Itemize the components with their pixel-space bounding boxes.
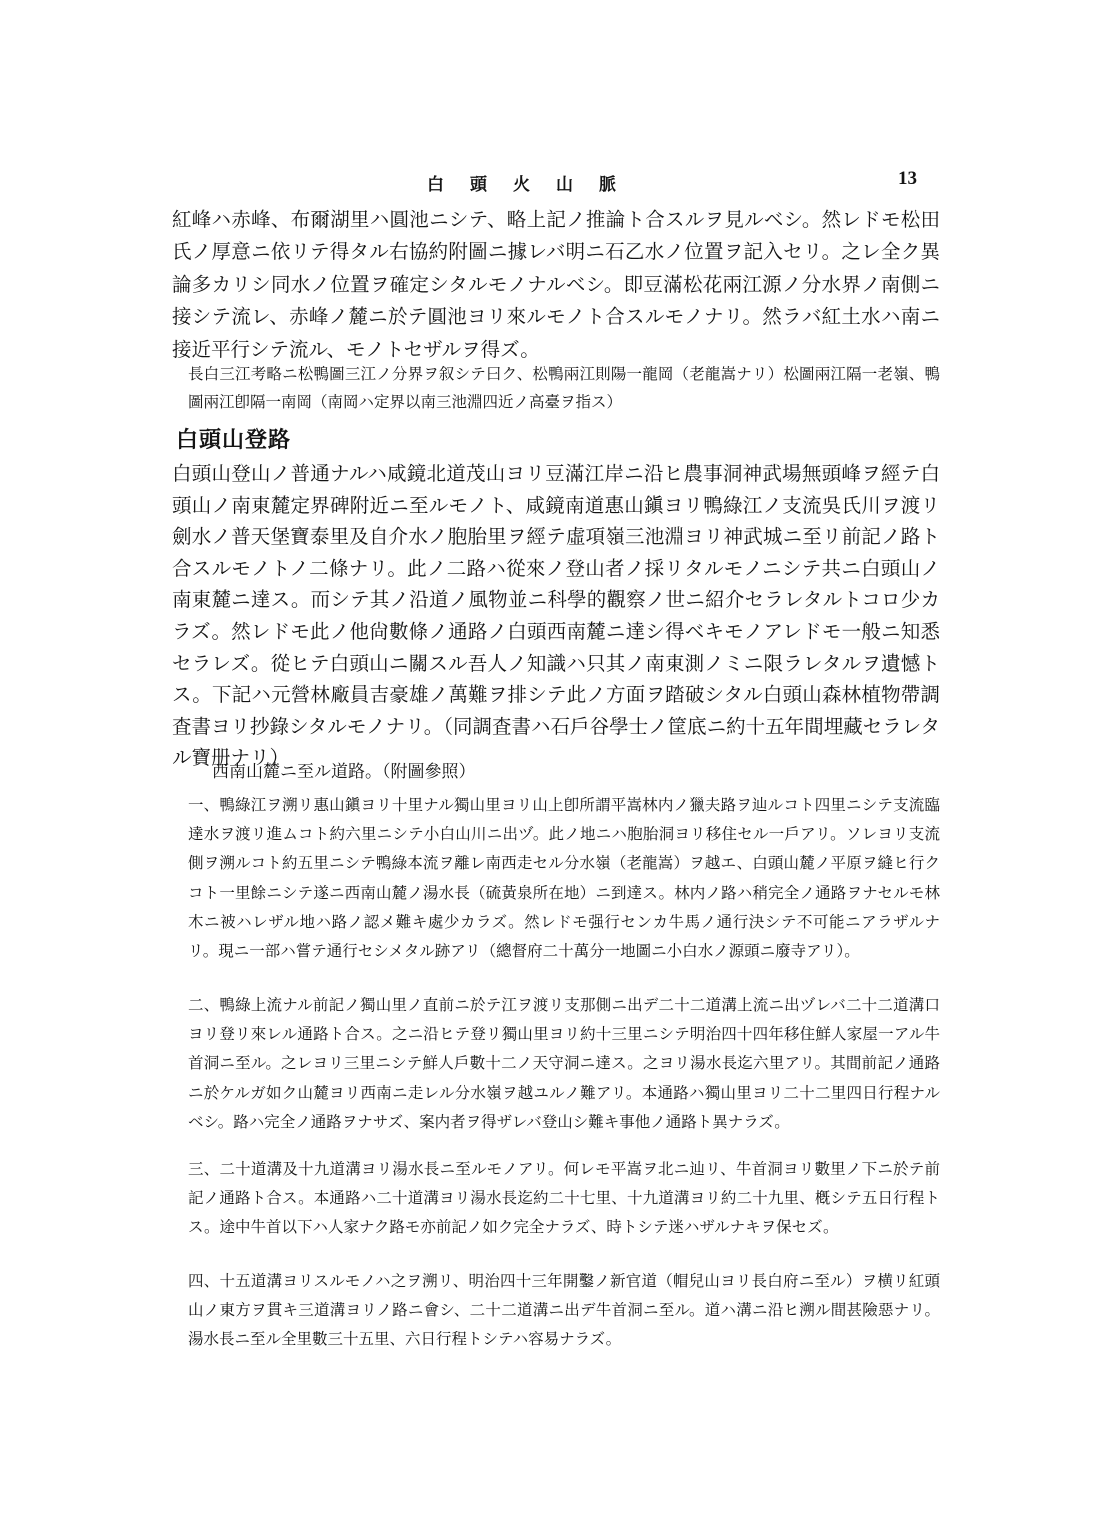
route-item-4: 四、十五道溝ヨリスルモノハ之ヲ溯リ、明治四十三年開鑿ノ新官道（帽兒山ヨリ長白府ニ至ル）ヲ横リ紅頭山ノ東方ヲ貫キ三道溝ヨリノ路ニ會シ、二十二道溝ニ出デ牛首洞ニ至ル。道ハ溝ニ沿ヒ溯ル間甚險惡ナリ。湯水長ニ至ル全里數三十五里、六日行程トシテハ容易ナラズ。: [188, 1272, 940, 1349]
running-title: 白頭火山脈: [427, 175, 642, 195]
route-item-1: 一、鴨綠江ヲ溯リ惠山鎭ヨリ十里ナル獨山里ヨリ山上卽所謂平嵩林内ノ獵夫路ヲ辿ルコト四里ニシテ支流臨達水ヲ渡リ進ムコト約六里ニシテ小白山川ニ出ヅ。此ノ地ニハ胞胎洞ヨリ移住セル一戶アリ。ソレヨリ支流側ヲ溯ルコト約五里ニシテ鴨綠本流ヲ離レ南西走セル分水嶺（老龍嵩）ヲ越エ、白頭山麓ノ平原ヲ縫ヒ行クコト一里餘ニシテ遂ニ西南山麓ノ湯水長（硫黃泉所在地）ニ到達ス。林内ノ路ハ稍完全ノ通路ヲナセルモ林木ニ被ハレザル地ハ路ノ認メ難キ處少カラズ。然レドモ强行センカ牛馬ノ通行決シテ不可能ニアラザルナリ。現ニ一部ハ嘗テ通行セシメタル跡アリ（總督府二十萬分一地圖ニ小白水ノ源頭ニ廢寺アリ）。: [188, 796, 940, 961]
page-number: 13: [898, 168, 917, 189]
route-item-3: 三、二十道溝及十九道溝ヨリ湯水長ニ至ルモノアリ。何レモ平嵩ヲ北ニ辿リ、牛首洞ヨリ數里ノ下ニ於テ前記ノ通路ト合ス。本通路ハ二十道溝ヨリ湯水長迄約二十七里、十九道溝ヨリ約二十九里、槪シテ五日行程トス。途中牛首以下ハ人家ナク路モ亦前記ノ如ク完全ナラズ、時トシテ迷ハザルナキヲ保セズ。: [188, 1160, 940, 1237]
annotation-note: 長白三江考略ニ松鴨圖三江ノ分界ヲ叙シテ曰ク、松鴨兩江則陽一龍岡（老龍嵩ナリ）松圖兩江隔一老嶺、鴨圖兩江卽隔一南岡（南岡ハ定界以南三池淵四近ノ高臺ヲ指ス）: [188, 365, 940, 411]
intro-paragraph: 紅峰ハ赤峰、布爾湖里ハ圓池ニシテ、略上記ノ推論ト合スルヲ見ルベシ。然レドモ松田氏ノ厚意ニ依リテ得タル右協約附圖ニ據レバ明ニ石乙水ノ位置ヲ記入セリ。之レ全ク異論多カリシ同水ノ位置ヲ確定シタルモノナルベシ。即豆滿松花兩江源ノ分水界ノ南側ニ接シテ流レ、赤峰ノ麓ニ於テ圓池ヨリ來ルモノト合スルモノナリ。然ラバ紅土水ハ南ニ接近平行シテ流ル、モノトセザルヲ得ズ。: [172, 208, 940, 361]
climbing-paragraph: 白頭山登山ノ普通ナルハ咸鏡北道茂山ヨリ豆滿江岸ニ沿ヒ農事洞神武場無頭峰ヲ經テ白頭山ノ南東麓定界碑附近ニ至ルモノト、咸鏡南道惠山鎭ヨリ鴨綠江ノ支流吳氏川ヲ渡リ劍水ノ普天堡寶泰里及自介水ノ胞胎里ヲ經テ虛項嶺三池淵ヨリ神武城ニ至リ前記ノ路ト合スルモノトノ二條ナリ。此ノ二路ハ從來ノ登山者ノ採リタルモノニシテ共ニ白頭山ノ南東麓ニ達ス。而シテ其ノ沿道ノ風物並ニ科學的觀察ノ世ニ紹介セラレタルトコロ少カラズ。然レドモ此ノ他尙數條ノ通路ノ白頭西南麓ニ達シ得ベキモノアレドモ一般ニ知悉セラレズ。從ヒテ白頭山ニ關スル吾人ノ知識ハ只其ノ南東測ノミニ限ラレタルヲ遺憾トス。下記ハ元營林廠員吉豪雄ノ萬難ヲ排シテ此ノ方面ヲ踏破シタル白頭山森林植物帶調査書ヨリ抄錄シタルモノナリ。（同調査書ハ石戶谷學士ノ筐底ニ約十五年間埋藏セラレタル寶册ナリ）: [172, 462, 940, 770]
route-item-2: 二、鴨綠上流ナル前記ノ獨山里ノ直前ニ於テ江ヲ渡リ支那側ニ出デ二十二道溝上流ニ出ヅレバ二十二道溝口ヨリ登リ來レル通路ト合ス。之ニ沿ヒテ登リ獨山里ヨリ約十三里ニシテ明治四十四年移住鮮人家屋一アル牛首洞ニ至ル。之レヨリ三里ニシテ鮮人戶數十二ノ天守洞ニ達ス。之ヨリ湯水長迄六里アリ。其間前記ノ通路ニ於ケルガ如ク山麓ヨリ西南ニ走レル分水嶺ヲ越ユルノ難アリ。本通路ハ獨山里ヨリ二十二里四日行程ナルベシ。路ハ完全ノ通路ヲナサズ、案内者ヲ得ザレバ登山シ難キ事他ノ通路ト異ナラズ。: [188, 996, 940, 1131]
subheading: 西南山麓ニ至ル道路。（附圖參照）: [212, 762, 476, 782]
section-title: 白頭山登路: [176, 428, 292, 453]
